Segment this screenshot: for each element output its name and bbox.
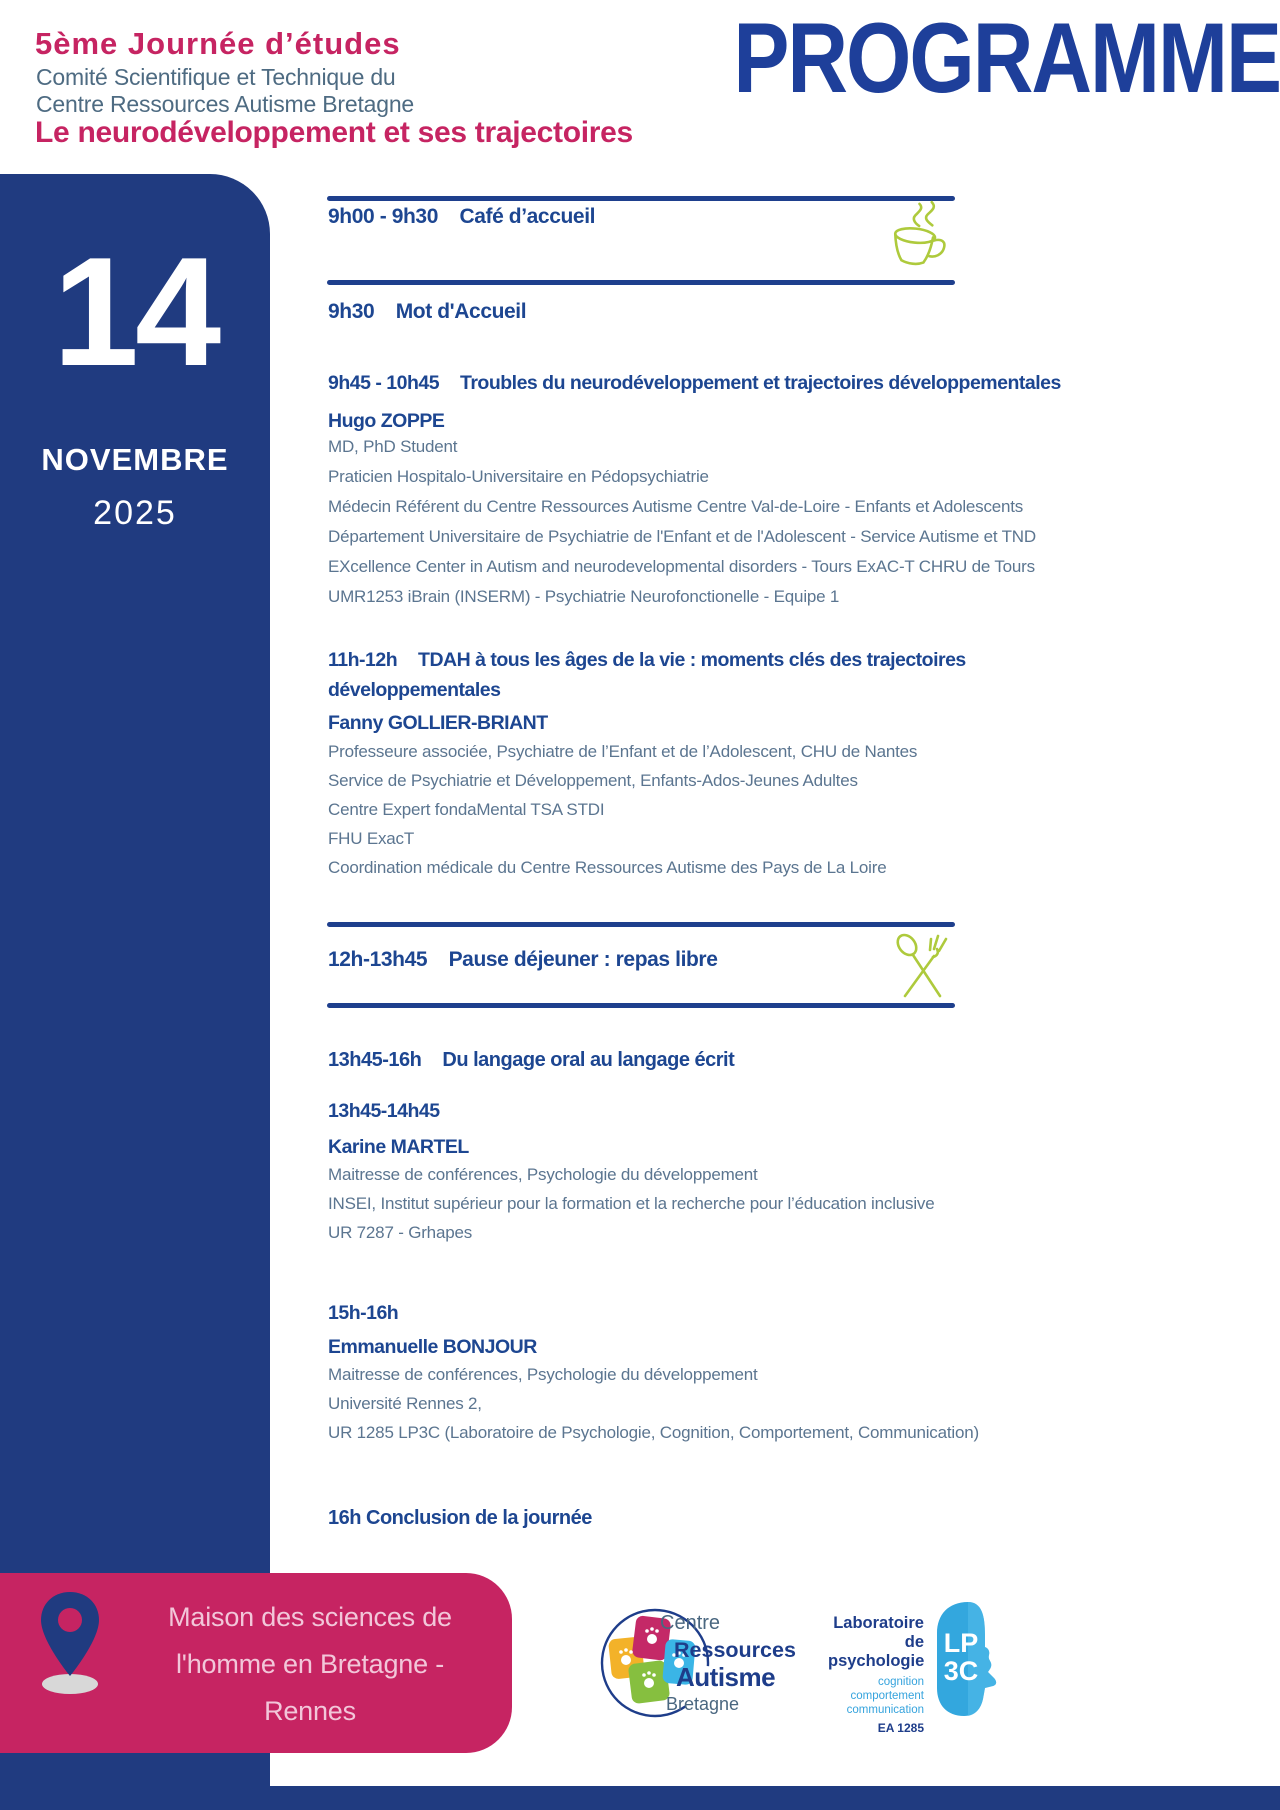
speaker-detail: Médecin Référent du Centre Ressources Autisme Centre Val-de-Loire - Enfants et Adolescents [328,497,1024,516]
lp3c-ea-number: EA 1285 [877,1721,924,1735]
date-year: 2025 [93,494,177,532]
session-time: 11h-12h [328,649,398,671]
speaker-detail: Département Universitaire de Psychiatrie de l'Enfant et de l'Adolescent - Service Autisme et TND [328,527,1036,546]
location-line: Rennes [264,1696,356,1726]
location-pin-icon [36,1590,104,1698]
session-time: 12h-13h45 [328,948,428,971]
session-3-part1-time: 13h45-14h45 [328,1100,440,1122]
speaker-detail: Professeure associée, Psychiatre de l’Enfant et de l’Adolescent, CHU de Nantes [328,742,918,761]
event-title: 5ème Journée d’études [35,26,401,61]
speaker-detail: UR 1285 LP3C (Laboratoire de Psychologie, Cognition, Comportement, Communication) [328,1423,979,1442]
speaker-detail: Maitresse de conférences, Psychologie du développement [328,1365,758,1384]
lp3c-badge-top: LP [943,1628,979,1658]
cra-word-autisme: Autisme [676,1662,776,1692]
event-theme: Le neurodéveloppement et ses trajectoires [35,116,633,149]
location-line: Maison des sciences de [168,1602,452,1632]
cra-word-bretagne: Bretagne [666,1694,740,1714]
session-accueil [328,300,1158,324]
speaker-detail: FHU ExacT [328,829,415,848]
event-subtitle-line1: Comité Scientifique et Technique du [36,64,396,90]
session-lunch [328,948,1158,972]
lp3c-line: de psychologie [828,1633,925,1670]
session-title: Du langage oral au langage écrit [442,1049,735,1071]
lp3c-logo [828,1600,1018,1735]
programme-heading: PROGRAMME [733,2,1280,114]
location-line: l'homme en Bretagne - [175,1649,445,1679]
speaker-detail: EXcellence Center in Autism and neurodevelopmental disorders - Tours ExAC-T CHRU de Tours [328,557,1035,576]
divider-rule [327,196,955,201]
speaker-name: Hugo ZOPPE [328,410,445,432]
speaker-name: Fanny GOLLIER-BRIANT [328,712,548,734]
cra-word-ressources: Ressources [674,1638,796,1662]
date-month: NOVEMBRE [41,442,229,477]
lp3c-text [828,1614,924,1735]
speaker-name: Karine MARTEL [328,1136,469,1158]
speaker-detail: INSEI, Institut supérieur pour la formation et la recherche pour l’éducation inclusive [328,1194,935,1213]
bottom-bar [0,1786,1280,1810]
cra-word-centre: Centre [660,1612,721,1634]
speaker-detail: UMR1253 iBrain (INSERM) - Psychiatrie Neurofonctionelle - Equipe 1 [328,587,840,606]
session-time: 13h45-16h [328,1049,422,1071]
lp3c-head-icon [930,1600,1006,1720]
divider-rule [327,280,955,285]
session-title: Mot d'Accueil [395,300,527,323]
speaker-detail: Service de Psychiatrie et Développement, Enfants-Ados-Jeunes Adultes [328,771,858,790]
speaker-detail: Université Rennes 2, [328,1394,482,1413]
lp3c-line: Laboratoire [833,1614,924,1632]
speaker-detail: Centre Expert fondaMental TSA STDI [328,800,605,819]
session-3-part2-time: 15h-16h [328,1302,399,1324]
coffee-icon [888,200,950,274]
cutlery-icon [893,932,951,1002]
session-conclusion: 16h Conclusion de la journée [328,1507,592,1529]
speaker-name: Emmanuelle BONJOUR [328,1336,537,1358]
speaker-detail: Maitresse de conférences, Psychologie du développement [328,1165,758,1184]
lp3c-sub: communication [846,1704,924,1716]
session-title: Pause déjeuner : repas libre [448,948,718,971]
lp3c-badge-bottom: 3C [943,1656,979,1686]
lp3c-sub: cognition [877,1676,924,1688]
session-cafe [328,205,1158,229]
date-day: 14 [52,225,218,398]
speaker-detail: MD, PhD Student [328,437,458,456]
session-2-header [328,645,1078,705]
session-time: 9h00 - 9h30 [328,205,438,228]
speaker-detail: Praticien Hospitalo-Universitaire en Pédopsychiatrie [328,467,709,486]
session-3-header [328,1048,1158,1072]
divider-rule [327,922,955,927]
session-title: Café d’accueil [459,205,596,228]
date-sidebar [0,174,270,1810]
event-subtitle-line2: Centre Ressources Autisme Bretagne [36,91,415,117]
speaker-detail: Coordination médicale du Centre Ressources Autisme des Pays de La Loire [328,858,887,877]
session-1-header [328,368,1158,398]
session-title: TDAH à tous les âges de la vie : moments clés des trajectoires développementales [328,649,966,701]
session-title: Troubles du neurodéveloppement et trajectoires développementales [460,372,1061,394]
session-time: 9h45 - 10h45 [328,372,440,394]
session-time: 9h30 [328,300,375,323]
lp3c-sub: comportement [850,1690,924,1702]
divider-rule [327,1003,955,1008]
location-text [130,1594,490,1735]
speaker-detail: UR 7287 - Grhapes [328,1223,473,1242]
